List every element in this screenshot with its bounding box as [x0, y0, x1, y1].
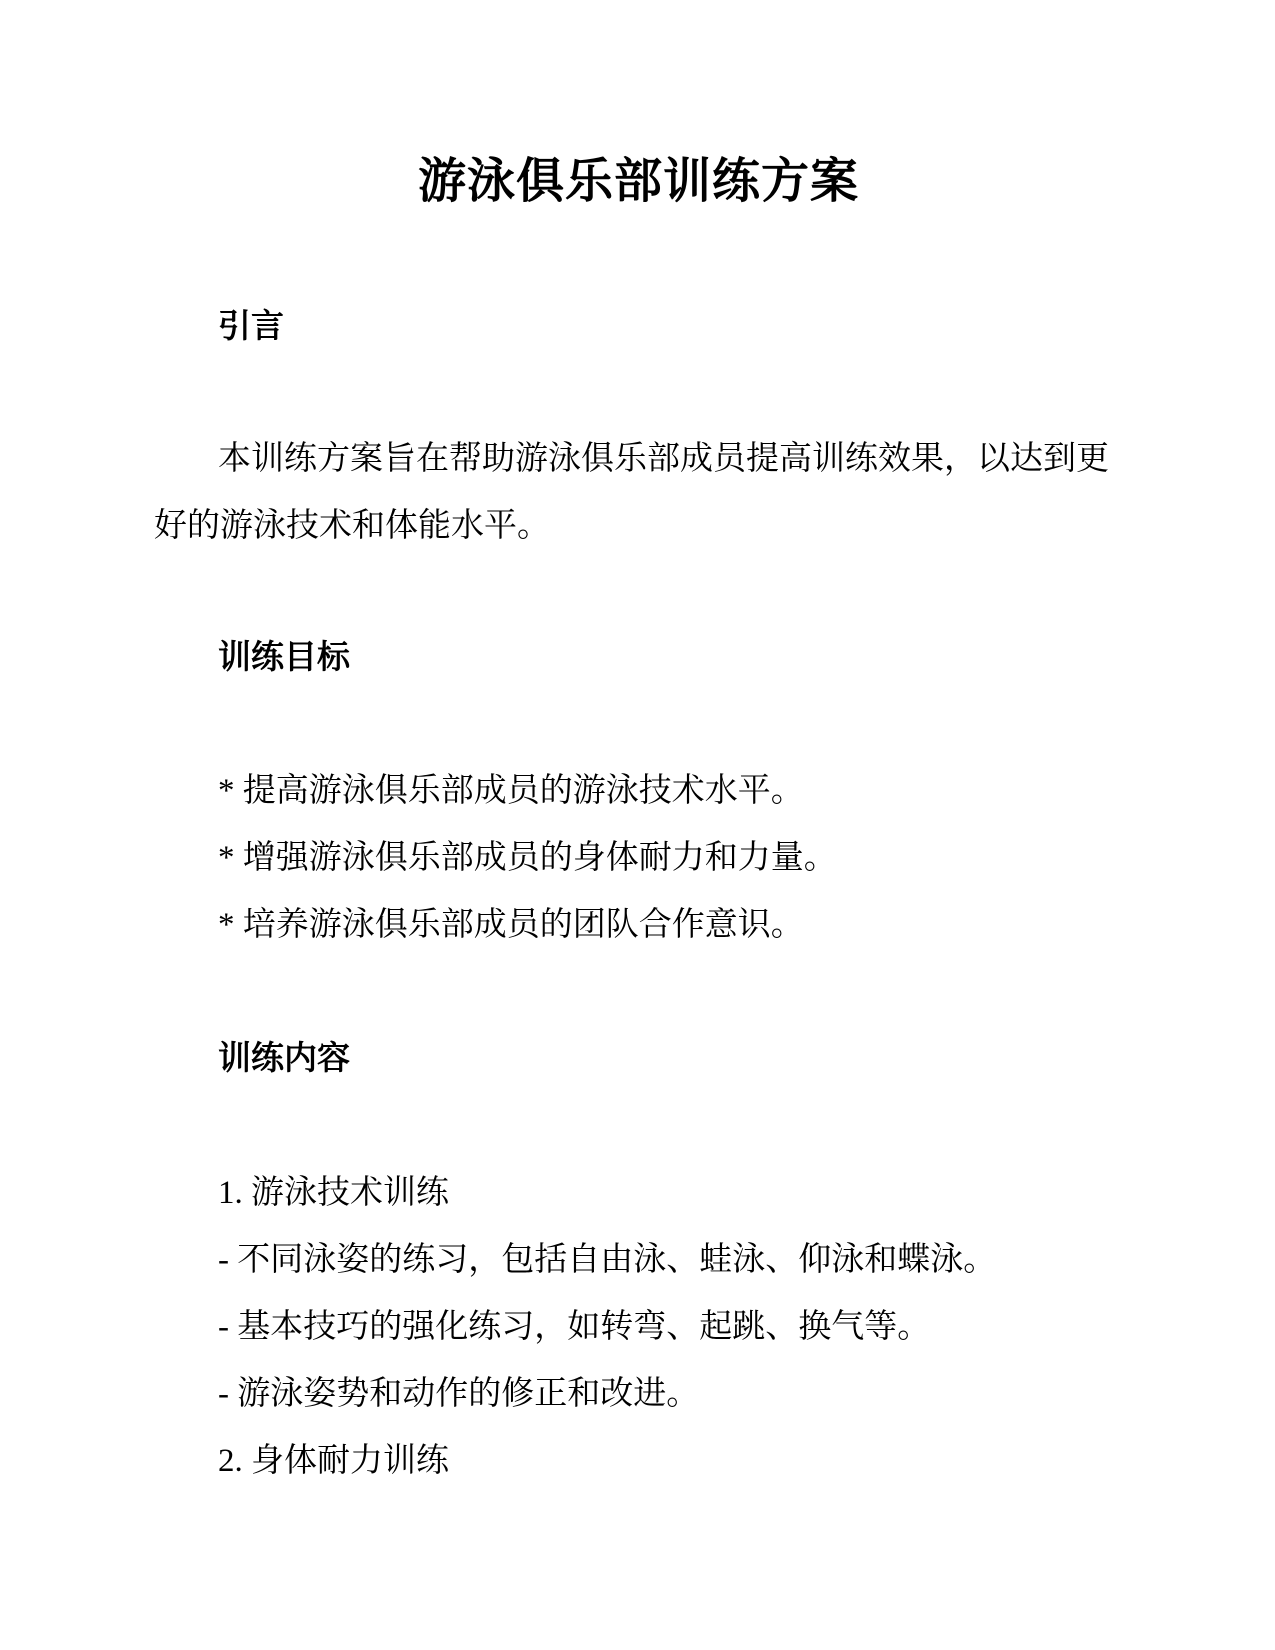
- introduction-paragraph: 本训练方案旨在帮助游泳俱乐部成员提高训练效果，以达到更好的游泳技术和体能水平。: [154, 441, 1109, 544]
- document-title: 游泳俱乐部训练方案: [417, 155, 859, 208]
- content-list-item: 2. 身体耐力训练: [218, 1443, 449, 1479]
- section-heading-training-content: 训练内容: [218, 1039, 350, 1076]
- goal-list-item: * 提高游泳俱乐部成员的游泳技术水平。: [218, 773, 804, 809]
- section-heading-introduction: 引言: [218, 307, 284, 344]
- section-heading-training-goals: 训练目标: [218, 638, 350, 675]
- training-content-list: [154, 1160, 1123, 1495]
- training-goals-list: [154, 758, 1123, 959]
- goal-list-item: * 培养游泳俱乐部成员的团队合作意识。: [218, 907, 804, 943]
- content-list-item: - 游泳姿势和动作的修正和改进。: [218, 1376, 700, 1412]
- content-list-item: - 基本技巧的强化练习，如转弯、起跳、换气等。: [218, 1309, 931, 1345]
- content-list-item: 1. 游泳技术训练: [218, 1175, 449, 1211]
- content-list-item: - 不同泳姿的练习，包括自由泳、蛙泳、仰泳和蝶泳。: [218, 1242, 997, 1278]
- goal-list-item: * 增强游泳俱乐部成员的身体耐力和力量。: [218, 840, 837, 876]
